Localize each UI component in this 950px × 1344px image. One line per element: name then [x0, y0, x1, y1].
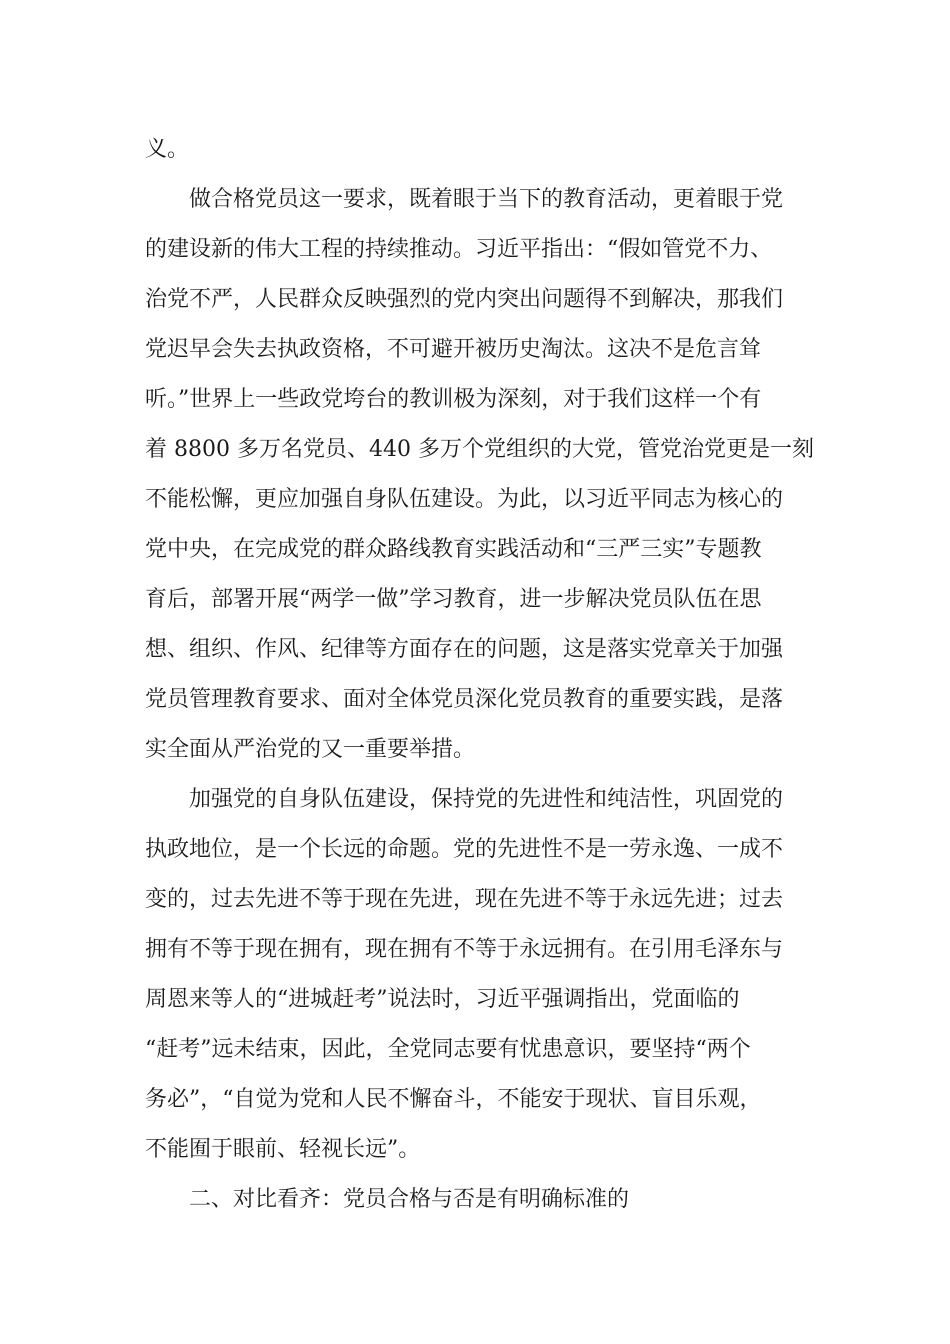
text-line-15: 执政地位，是一个长远的命题。党的先进性不是一劳永逸、一成不 [145, 837, 784, 862]
text-line-17: 拥有不等于现在拥有，现在拥有不等于永远拥有。在引用毛泽东与 [145, 937, 784, 962]
section-heading: 二、对比看齐：党员合格与否是有明确标准的 [189, 1187, 630, 1212]
text-line-12: 党员管理教育要求、面对全体党员深化党员教育的重要实践，是落 [145, 687, 784, 712]
text-line-5: 党迟早会失去执政资格，不可避开被历史淘汰。这决不是危言耸 [145, 337, 762, 362]
text-line-20: 务必”，“自觉为党和人民不懈奋斗，不能安于现状、盲目乐观， [145, 1087, 762, 1112]
text-line-8: 不能松懈，更应加强自身队伍建设。为此，以习近平同志为核心的 [145, 487, 784, 512]
text-line-2: 做合格党员这一要求，既着眼于当下的教育活动，更着眼于党 [189, 187, 784, 212]
text-line-7: 着 8800 多万名党员、440 多万个党组织的大党，管党治党更是一刻 [145, 437, 814, 462]
text-line-19: “赶考”远未结束，因此，全党同志要有忧患意识，要坚持“两个 [145, 1037, 751, 1062]
text-line-1: 义。 [145, 137, 190, 162]
text-line-9: 党中央，在完成党的群众路线教育实践活动和“三严三实”专题教 [145, 537, 762, 562]
text-line-13: 实全面从严治党的又一重要举措。 [145, 737, 476, 762]
text-line-4: 治党不严，人民群众反映强烈的党内突出问题得不到解决，那我们 [145, 287, 784, 312]
text-line-10: 育后，部署开展“两学一做”学习教育，进一步解决党员队伍在思 [145, 587, 762, 612]
text-line-3: 的建设新的伟大工程的持续推动。习近平指出：“假如管党不力、 [145, 237, 773, 262]
text-line-11: 想、组织、作风、纪律等方面存在的问题，这是落实党章关于加强 [145, 637, 784, 662]
text-line-16: 变的，过去先进不等于现在先进，现在先进不等于永远先进；过去 [145, 887, 784, 912]
text-line-18: 周恩来等人的“进城赶考”说法时，习近平强调指出，党面临的 [145, 987, 740, 1012]
text-line-14: 加强党的自身队伍建设，保持党的先进性和纯洁性，巩固党的 [189, 787, 784, 812]
text-line-21: 不能囿于眼前、轻视长远”。 [145, 1137, 421, 1162]
text-line-6: 听。”世界上一些政党垮台的教训极为深刻，对于我们这样一个有 [145, 387, 762, 412]
